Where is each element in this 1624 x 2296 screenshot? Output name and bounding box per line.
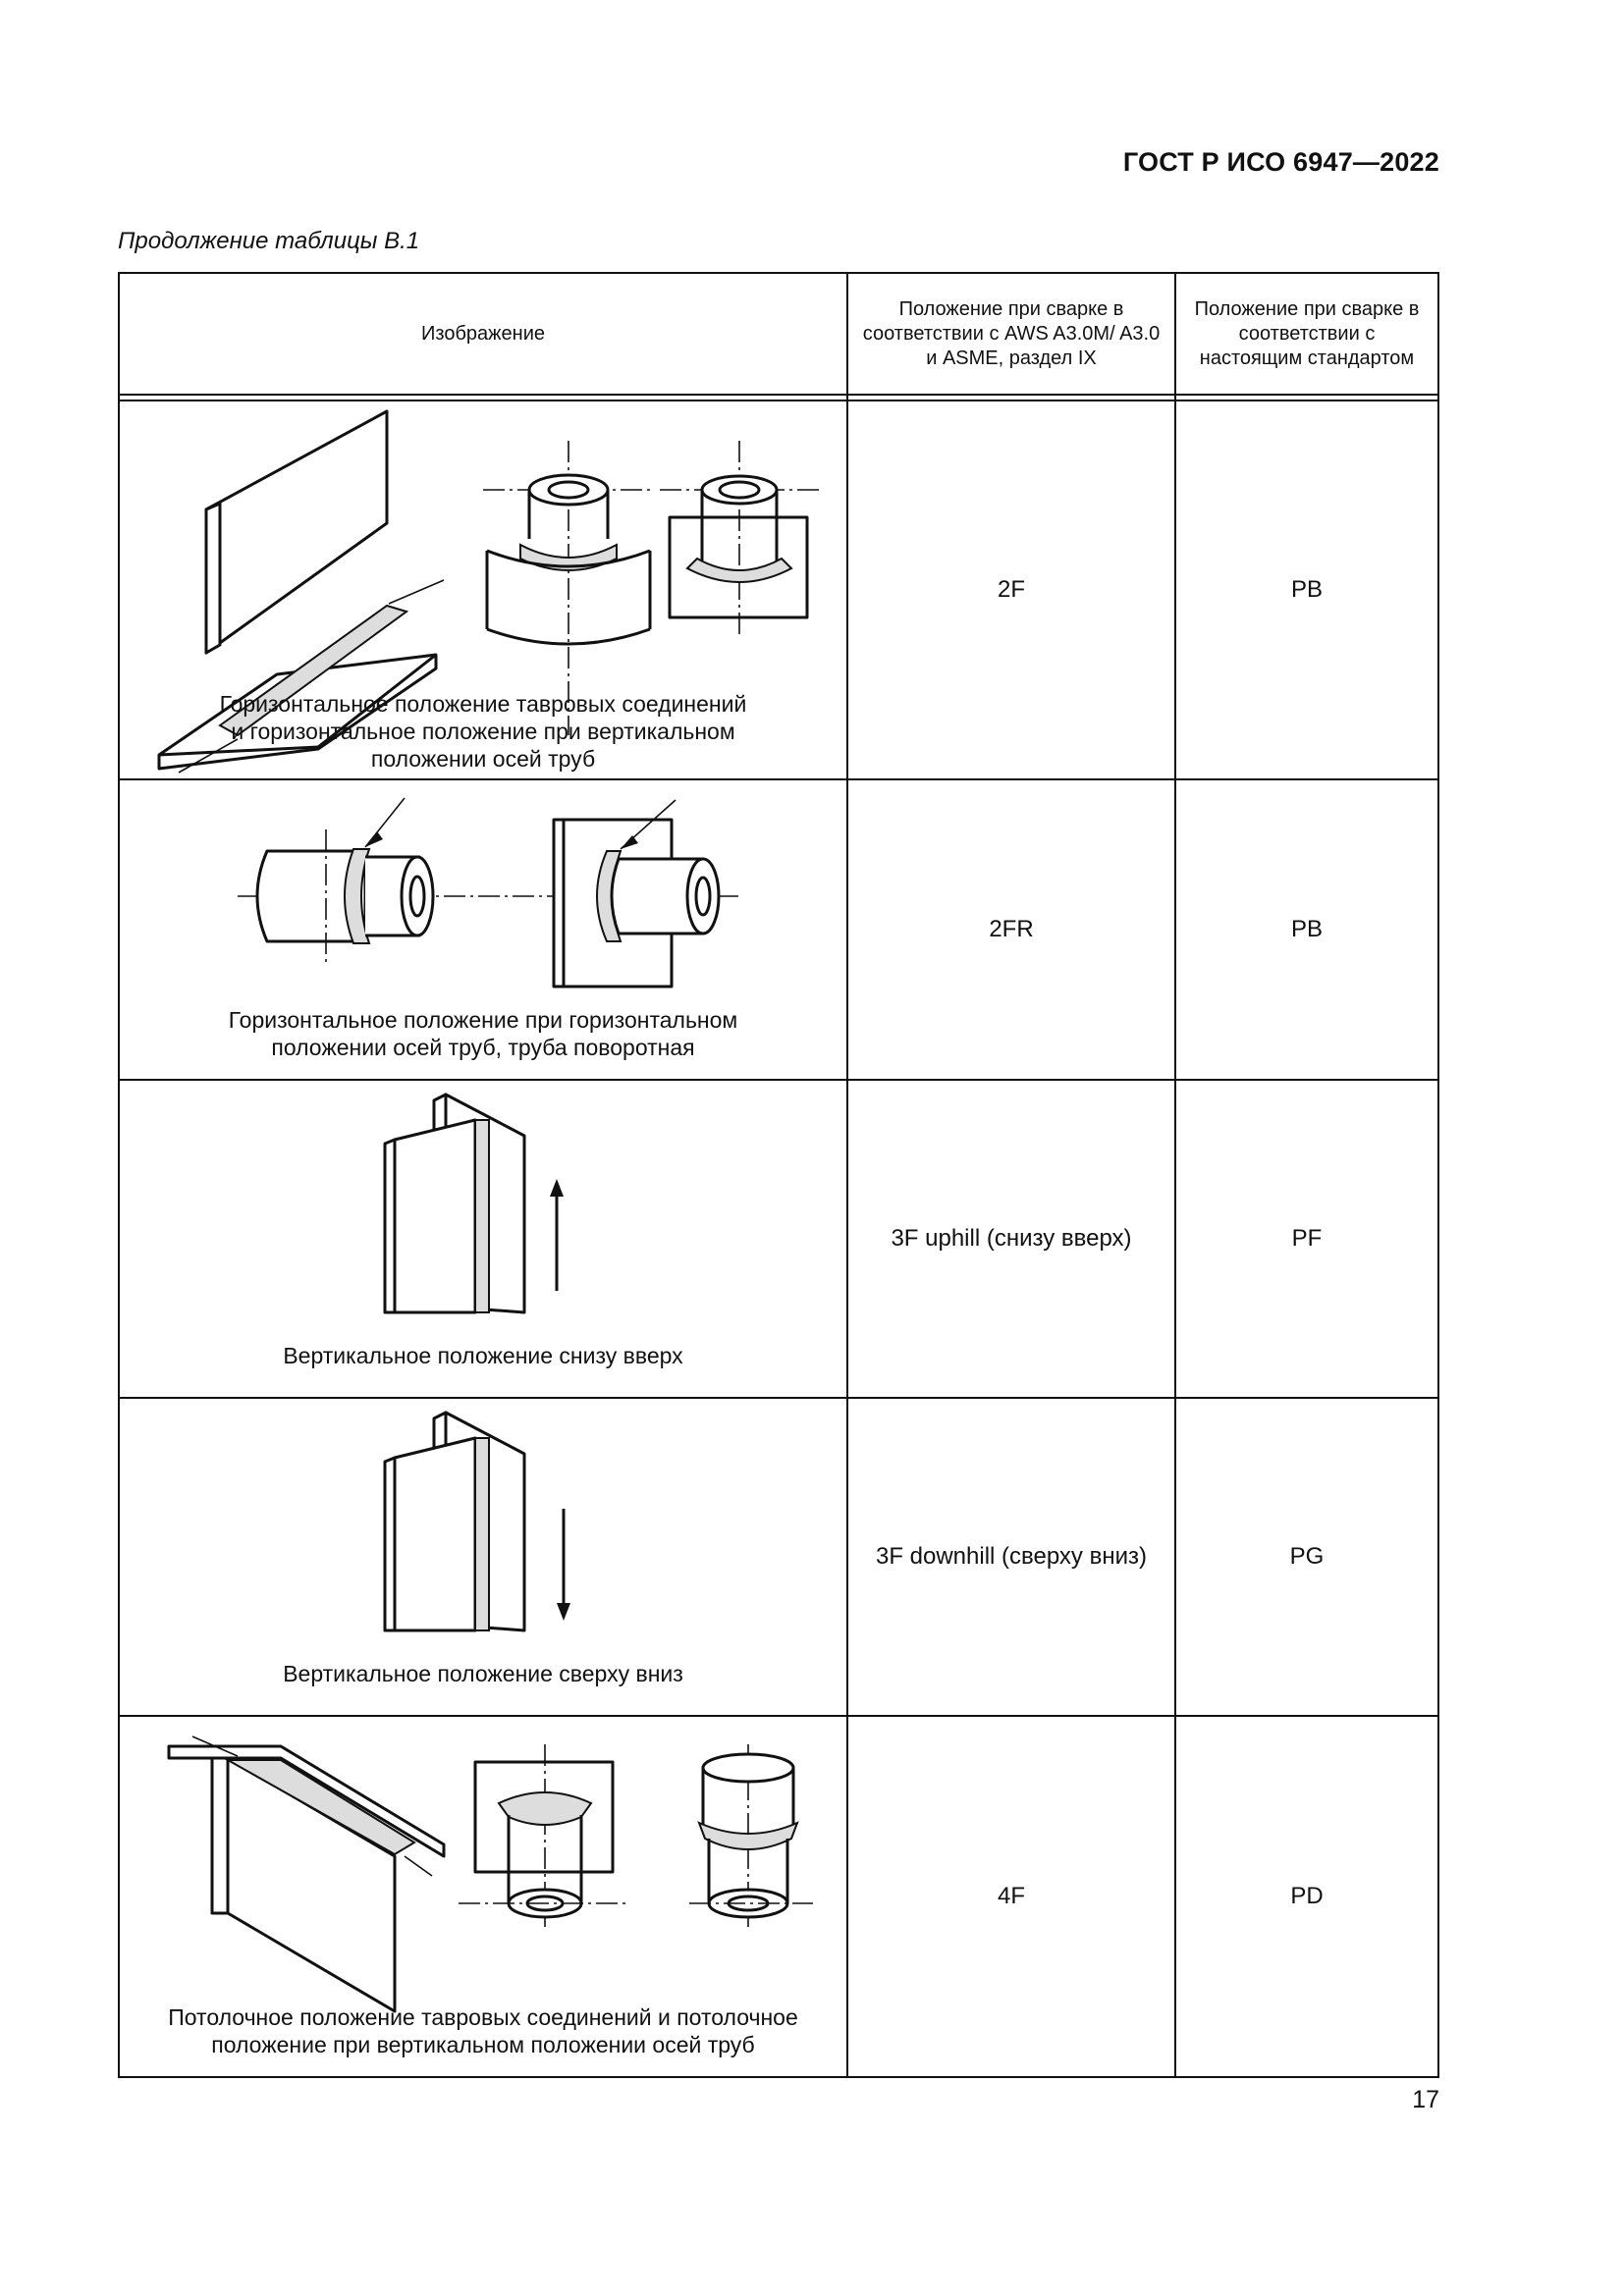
standard-id: ГОСТ Р ИСО 6947—2022	[1122, 147, 1439, 177]
row-caption: Вертикальное положение сверху вниз	[283, 1661, 683, 1686]
header-aws-position: Положение при сварке в соответствии с AWS A3.0M/ A3.0 и ASME, раздел IX	[847, 273, 1175, 395]
table-row	[119, 1398, 1438, 1716]
page-number: 17	[1412, 2086, 1439, 2113]
iso-position-value: PB	[1175, 779, 1438, 1080]
table-row	[119, 779, 1438, 1080]
table-continuation-caption: Продолжение таблицы B.1	[118, 228, 420, 254]
table-row	[119, 400, 1438, 779]
aws-position-value: 2F	[847, 400, 1175, 779]
table-row	[119, 1080, 1438, 1398]
row-image-cell	[119, 1716, 847, 2077]
table-header-row	[119, 273, 1438, 395]
iso-position-value: PB	[1175, 400, 1438, 779]
row-caption: Горизонтальное положение тавровых соединений и горизонтальное положение при вертикальном положении осей труб	[219, 691, 747, 772]
row-caption: Вертикальное положение снизу вверх	[283, 1343, 683, 1368]
aws-position-value: 3F uphill (снизу вверх)	[847, 1080, 1175, 1398]
header-image: Изображение	[119, 273, 847, 395]
header-iso-position: Положение при сварке в соответствии с настоящим стандартом	[1175, 273, 1438, 395]
row-image-cell	[119, 779, 847, 1080]
row-image-cell	[119, 400, 847, 779]
aws-position-value: 4F	[847, 1716, 1175, 2077]
welding-positions-table	[118, 272, 1439, 2078]
row-caption: Потолочное положение тавровых соединений и потолочное положение при вертикальном положении осей труб	[168, 2004, 798, 2057]
aws-position-value: 2FR	[847, 779, 1175, 1080]
iso-position-value: PD	[1175, 1716, 1438, 2077]
row-caption: Горизонтальное положение при горизонтальном положении осей труб, труба поворотная	[228, 1007, 738, 1060]
iso-position-value: PG	[1175, 1398, 1438, 1716]
aws-position-value: 3F downhill (сверху вниз)	[847, 1398, 1175, 1716]
row-image-cell	[119, 1080, 847, 1398]
iso-position-value: PF	[1175, 1080, 1438, 1398]
table-row	[119, 1716, 1438, 2077]
row-image-cell	[119, 1398, 847, 1716]
